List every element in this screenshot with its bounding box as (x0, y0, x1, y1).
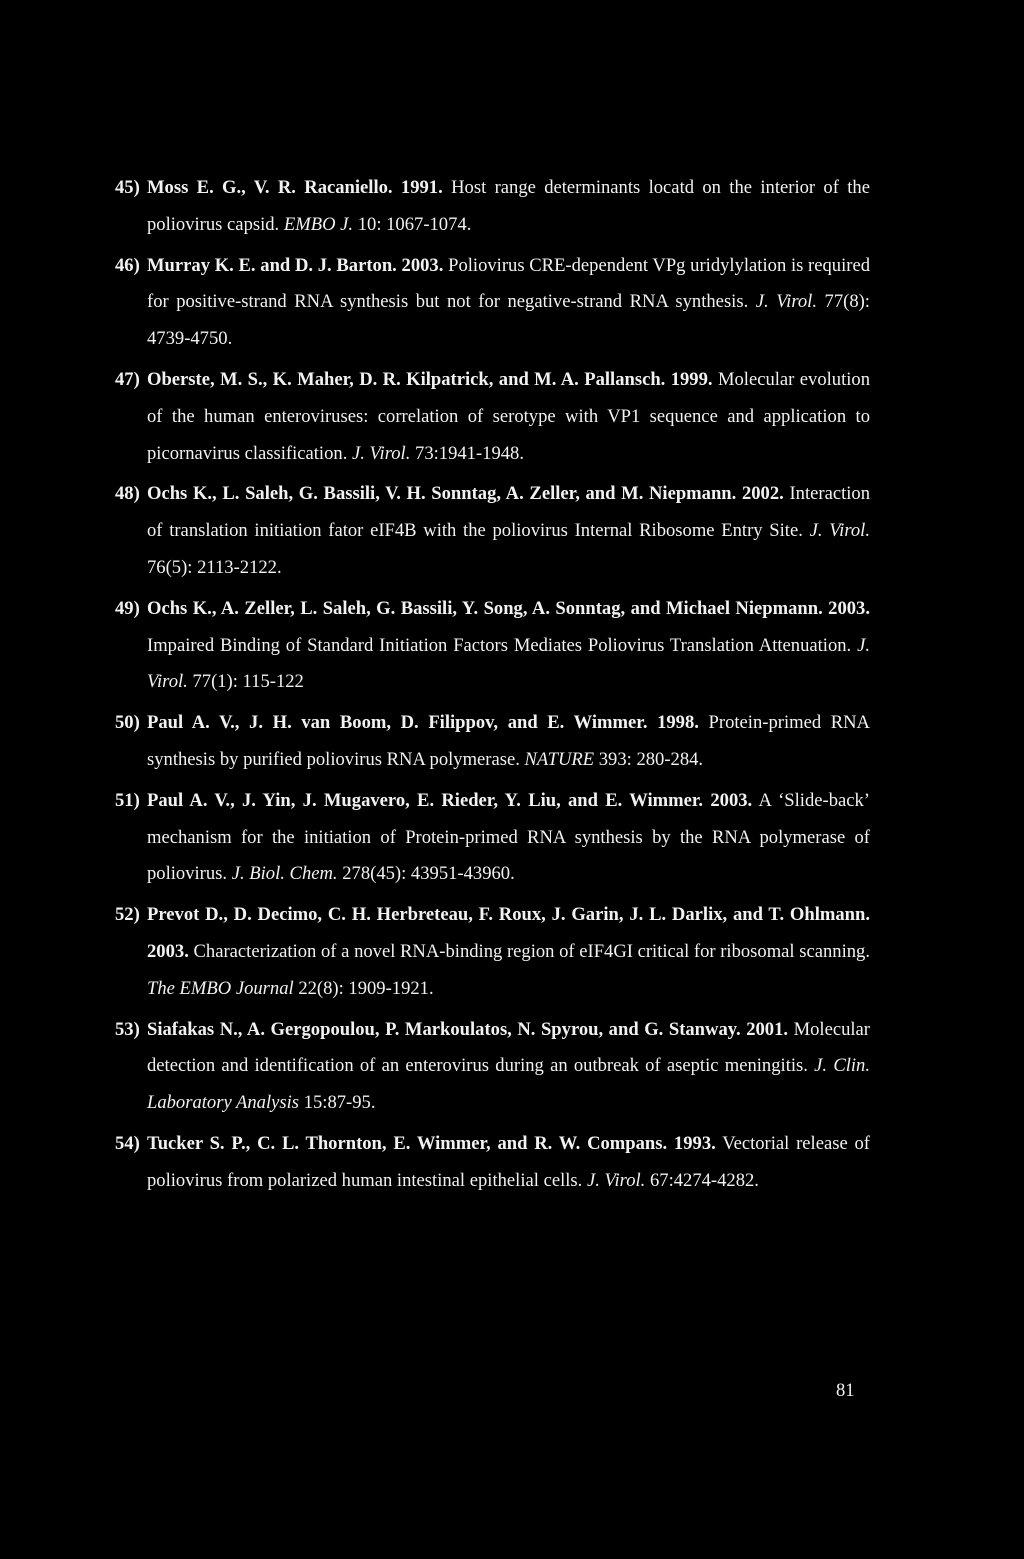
reference-authors: Ochs K., A. Zeller, L. Saleh, G. Bassili, Y. Song, A. Sonntag, and Michael Niepmann. 2003. (147, 597, 870, 619)
reference-title: Poliovirus CRE-dependent VPg uridylylation is required for positive-strand RNA synthesis but not for negative-strand RNA synthesis. (147, 254, 871, 313)
reference-list (115, 170, 870, 1200)
reference-item (115, 1126, 870, 1200)
reference-item (115, 783, 870, 893)
reference-title: Interaction of translation initiation fator eIF4B with the poliovirus Internal Ribosome Entry Site. (147, 483, 870, 542)
reference-citation: 22(8): 1909-1921. (298, 977, 434, 999)
reference-number: 50) (115, 712, 140, 734)
reference-number: 53) (115, 1018, 140, 1040)
reference-title: Protein-primed RNA synthesis by purified poliovirus RNA polymerase. (147, 712, 870, 770)
reference-citation: 15:87-95. (303, 1092, 376, 1114)
reference-authors: Oberste, M. S., K. Maher, D. R. Kilpatrick, and M. A. Pallansch. 1999. (147, 368, 713, 390)
reference-title: Molecular detection and identification of an enterovirus during an outbreak of aseptic meningitis. (147, 1018, 871, 1077)
reference-citation: 10: 1067-1074. (357, 213, 472, 235)
reference-item (115, 170, 870, 244)
reference-title: A ‘Slide-back’ mechanism for the initiation of Protein-primed RNA synthesis by the RNA polymerase of poliovirus. (147, 789, 871, 885)
reference-number: 51) (115, 789, 140, 811)
reference-journal: J. Biol. Chem. (231, 863, 338, 885)
reference-title: Molecular evolution of the human enteroviruses: correlation of serotype with VP1 sequence and application to picornavirus classification. (147, 368, 871, 464)
reference-journal: NATURE (524, 748, 595, 770)
reference-journal: J. Virol. (586, 1169, 646, 1191)
reference-authors: Paul A. V., J. Yin, J. Mugavero, E. Rieder, Y. Liu, and E. Wimmer. 2003. (147, 789, 753, 811)
reference-citation: 393: 280-284. (598, 748, 704, 770)
reference-authors: Murray K. E. and D. J. Barton. 2003. (147, 254, 444, 276)
reference-journal: J. Virol. (755, 291, 817, 313)
reference-number: 52) (115, 904, 140, 926)
reference-item (115, 1012, 870, 1122)
reference-authors: Tucker S. P., C. L. Thornton, E. Wimmer, and R. W. Compans. 1993. (147, 1132, 716, 1154)
reference-number: 54) (115, 1132, 140, 1154)
reference-item (115, 248, 870, 358)
reference-authors: Ochs K., L. Saleh, G. Bassili, V. H. Sonntag, A. Zeller, and M. Niepmann. 2002. (147, 483, 784, 505)
reference-authors: Paul A. V., J. H. van Boom, D. Filippov, and E. Wimmer. 1998. (147, 712, 699, 734)
reference-title: Host range determinants locatd on the interior of the poliovirus capsid. (147, 177, 870, 235)
reference-journal: J. Virol. (809, 520, 870, 542)
reference-authors: Siafakas N., A. Gergopoulou, P. Markoulatos, N. Spyrou, and G. Stanway. 2001. (147, 1018, 789, 1040)
reference-citation: 76(5): 2113-2122. (147, 556, 282, 578)
reference-journal: J. Clin. Laboratory Analysis (147, 1055, 870, 1114)
reference-citation: 278(45): 43951-43960. (342, 863, 515, 885)
reference-title: Characterization of a novel RNA-binding region of eIF4GI critical for ribosomal scanning. (193, 940, 870, 962)
reference-number: 48) (115, 483, 140, 505)
reference-number: 47) (115, 368, 140, 390)
reference-item (115, 476, 870, 586)
reference-journal: J. Virol. (352, 442, 411, 464)
reference-authors: Prevot D., D. Decimo, C. H. Herbreteau, F. Roux, J. Garin, J. L. Darlix, and T. Ohlmann. 2003. (147, 904, 870, 962)
reference-item (115, 897, 870, 1007)
reference-citation: 67:4274-4282. (649, 1169, 759, 1191)
reference-citation: 73:1941-1948. (415, 442, 524, 464)
reference-authors: Moss E. G., V. R. Racaniello. 1991. (147, 177, 443, 198)
reference-item (115, 705, 870, 779)
page-number: 81 (836, 1380, 855, 1401)
reference-title: Vectorial release of poliovirus from polarized human intestinal epithelial cells. (147, 1132, 870, 1191)
reference-citation: 77(1): 115-122 (192, 671, 304, 693)
reference-number: 45) (115, 177, 140, 198)
reference-number: 49) (115, 597, 140, 619)
reference-citation: 77(8): 4739-4750. (147, 291, 870, 350)
reference-item (115, 591, 870, 701)
reference-journal: EMBO J. (283, 213, 354, 235)
reference-title: Impaired Binding of Standard Initiation Factors Mediates Poliovirus Translation Attenuation. (147, 634, 852, 656)
reference-number: 46) (115, 254, 140, 276)
reference-item (115, 362, 870, 472)
reference-journal: J. Virol. (147, 634, 870, 693)
reference-journal: The EMBO Journal (147, 977, 294, 999)
